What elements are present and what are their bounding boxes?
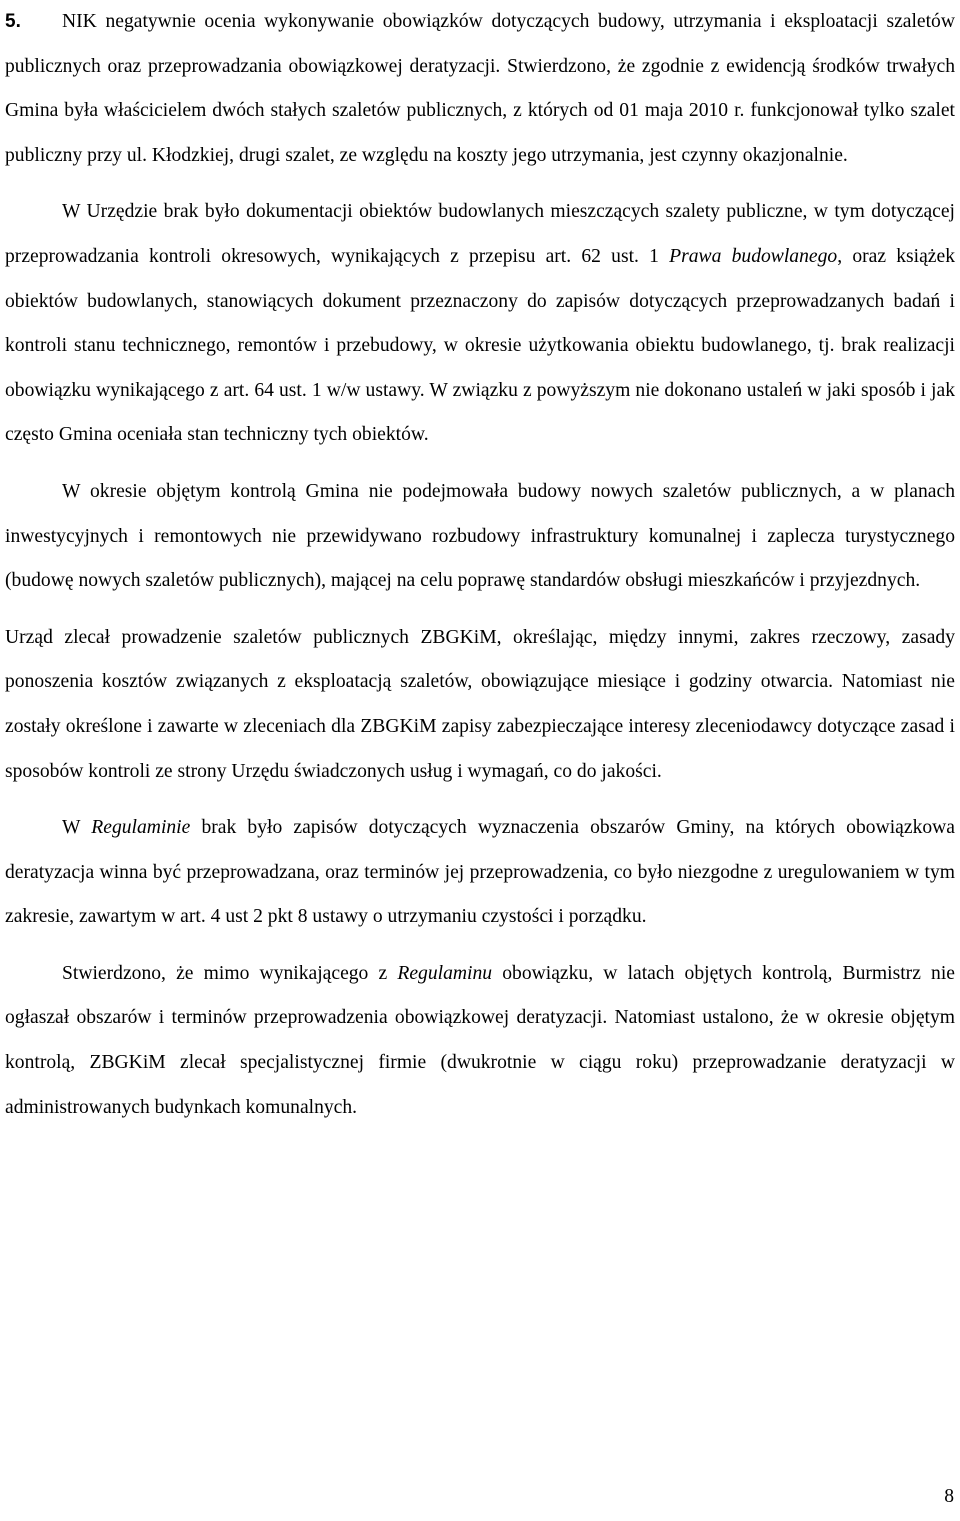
italic-term: Prawa budowlanego <box>669 245 838 267</box>
paragraph-text-a: Stwierdzono, że mimo wynikającego z <box>62 962 398 984</box>
paragraph-text-a: W Urzędzie brak było dokumentacji obiektów budowlanych mieszczących szalety publiczne, w tym dotyczącej przeprowadzania kontroli okresowych, wynikających z przepisu art. 62 ust. 1 <box>5 201 955 267</box>
paragraph-text: NIK negatywnie ocenia wykonywanie obowiązków dotyczących budowy, utrzymania i eksploatacji szaletów publicznych oraz przeprowadzania obowiązkowej deratyzacji. Stwierdzono, że zgodnie z ewidencją środków trwałych Gmina była właścicielem dwóch stałych szaletów publicznych, z których od 01 maja 2010 r. funkcjonował tylko szalet publiczny przy ul. Kłodzkiej, drugi szalet, ze względu na koszty jego utrzymania, jest czynny okazjonalnie. <box>5 11 955 166</box>
page-number: 8 <box>944 1486 954 1507</box>
italic-term: Regulaminie <box>91 817 191 839</box>
paragraph-documentation <box>5 190 955 458</box>
italic-term: Regulaminu <box>397 962 493 984</box>
paragraph-text-b: obowiązku, w latach objętych kontrolą, Burmistrz nie ogłaszał obszarów i terminów przeprowadzenia obowiązkowej deratyzacji. Natomiast ustalono, że w okresie objętym kontrolą, ZBGKiM zlecał specjalistycznej firmie (dwukrotnie w ciągu roku) przeprowadzanie deratyzacji w administrowanych budynkach komunalnych. <box>5 962 955 1118</box>
paragraph-section-5 <box>5 0 955 178</box>
paragraph-text-b: , oraz książek obiektów budowlanych, stanowiących dokument przeznaczony do zapisów dotyczących przeprowadzanych badań i kontroli stanu technicznego, remontów i przebudowy, w okresie użytkowania obiektu budowlanego, tj. brak realizacji obowiązku wynikającego z art. 64 ust. 1 w/w ustawy. W związku z powyższym nie dokonano ustaleń w jaki sposób i jak często Gmina oceniała stan techniczny tych obiektów. <box>5 245 955 446</box>
paragraph-text-b: brak było zapisów dotyczących wyznaczenia obszarów Gminy, na których obowiązkowa deratyzacja winna być przeprowadzana, oraz terminów jej przeprowadzenia, co było niezgodne z uregulowaniem w tym zakresie, zawartym w art. 4 ust 2 pkt 8 ustawy o utrzymaniu czystości i porządku. <box>5 817 956 928</box>
section-number: 5. <box>5 11 21 32</box>
paragraph-text: Urząd zlecał prowadzenie szaletów publicznych ZBGKiM, określając, między innymi, zakres rzeczowy, zasady ponoszenia kosztów związanych z eksploatacją szaletów, obowiązujące miesiące i godziny otwarcia. Natomiast nie zostały określone i zawarte w zleceniach dla ZBGKiM zapisy zabezpieczające interesy zleceniodawcy dotyczące zasad i sposobów kontroli ze strony Urzędu świadczonych usług i wymagań, co do jakości. <box>5 626 955 782</box>
paragraph-text-a: W <box>62 817 92 839</box>
paragraph-text: W okresie objętym kontrolą Gmina nie podejmowała budowy nowych szaletów publicznych, a w planach inwestycyjnych i remontowych nie przewidywano rozbudowy infrastruktury komunalnej i zaplecza turystycznego (budowę nowych szaletów publicznych), mającej na celu poprawę standardów obsługi mieszkańców i przyjezdnych. <box>5 480 955 592</box>
paragraph-zbgkim <box>5 616 955 794</box>
paragraph-regulamin <box>5 806 955 940</box>
document-page <box>5 0 955 1130</box>
paragraph-investments <box>5 470 955 604</box>
paragraph-deratyzacja <box>5 952 955 1130</box>
